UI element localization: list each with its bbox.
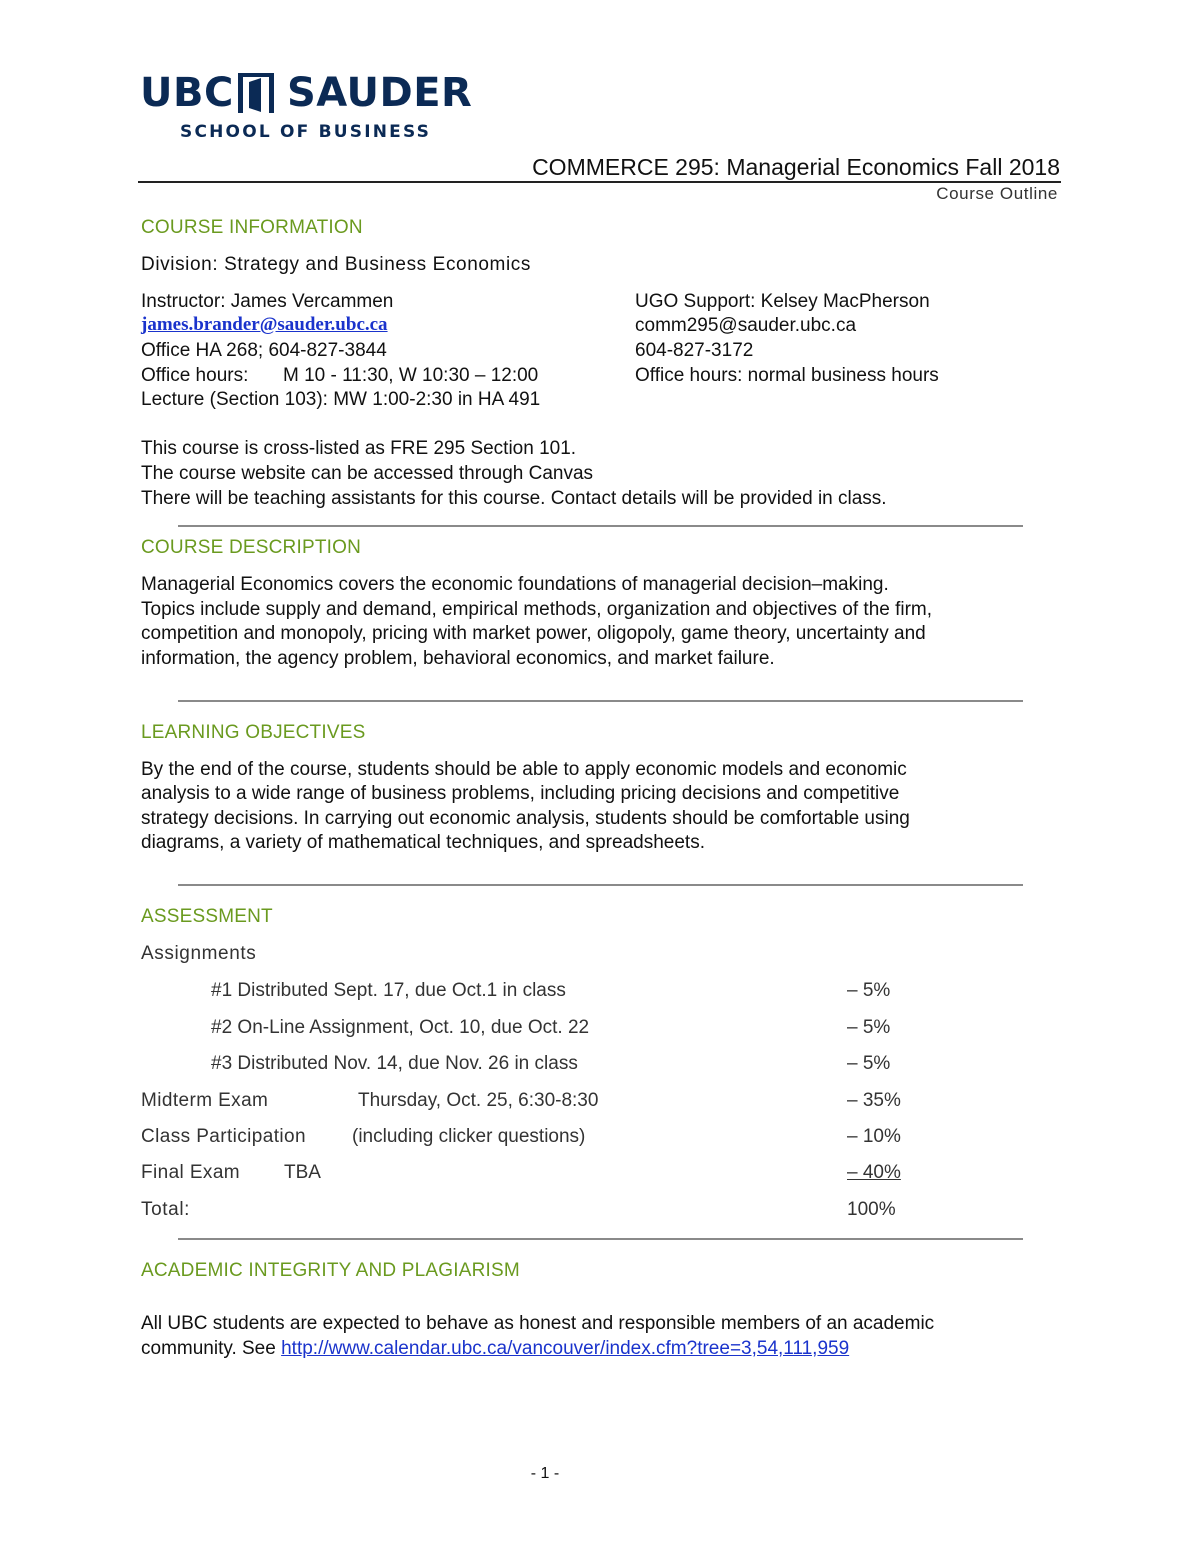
logo-word-sauder: SAUDER [287,70,473,116]
assessment-item-detail: TBA [284,1162,321,1183]
section-divider [178,525,1023,527]
section-heading-academic-integrity: ACADEMIC INTEGRITY AND PLAGIARISM [141,1260,520,1281]
instructor-office: Office HA 268; 604-827-3844 [141,340,387,361]
assignment-weight: – 5% [847,1053,891,1074]
objectives-line: strategy decisions. In carrying out economic analysis, students should be comfortable using [141,808,910,829]
assessment-item-weight: – 10% [847,1126,901,1147]
page-title: COMMERCE 295: Managerial Economics Fall 2018 [532,154,1060,180]
assignment-label: #1 Distributed Sept. 17, due Oct.1 in class [211,980,566,1001]
objectives-line: analysis to a wide range of business problems, including pricing decisions and competitive [141,783,900,804]
assessment-item-detail: Thursday, Oct. 25, 6:30-8:30 [358,1090,599,1111]
assignment-label: #3 Distributed Nov. 14, due Nov. 26 in class [211,1053,578,1074]
header-rule [138,181,1061,183]
integrity-text-line2 [141,1337,849,1361]
logo-word-ubc: UBC [140,70,234,116]
integrity-text: All UBC students are expected to behave as honest and responsible members of an academic [141,1313,935,1334]
section-divider [178,884,1023,886]
assignment-weight: – 5% [847,1017,891,1038]
instructor-hours-label: Office hours: [141,365,249,386]
section-heading-assessment: ASSESSMENT [141,906,273,927]
instructor-email-link[interactable]: james.brander@sauder.ubc.ca [141,314,388,335]
assessment-item-weight: – 35% [847,1090,901,1111]
page-subtitle: Course Outline [936,184,1058,203]
support-email: comm295@sauder.ubc.ca [635,315,857,336]
note-cross-listed: This course is cross-listed as FRE 295 Section 101. [141,438,577,459]
assignment-label: #2 On-Line Assignment, Oct. 10, due Oct. 22 [211,1017,590,1038]
section-divider [178,1238,1023,1240]
section-divider [178,700,1023,702]
lecture-info: Lecture (Section 103): MW 1:00-2:30 in HA 491 [141,389,541,410]
logo-subtitle: SCHOOL OF BUSINESS [180,122,432,142]
description-line: information, the agency problem, behavioral economics, and market failure. [141,648,775,669]
logo-mark-icon [235,70,277,116]
total-value: 100% [847,1199,896,1220]
note-teaching-assistants: There will be teaching assistants for this course. Contact details will be provided in class. [141,488,887,509]
assignments-label: Assignments [141,943,257,964]
page-number: - 1 - [530,1465,560,1482]
section-heading-course-information: COURSE INFORMATION [141,217,363,238]
section-heading-learning-objectives: LEARNING OBJECTIVES [141,722,366,743]
assessment-item-label: Class Participation [141,1126,306,1147]
objectives-line: By the end of the course, students should be able to apply economic models and economic [141,759,907,780]
description-line: competition and monopoly, pricing with market power, oligopoly, game theory, uncertainty and [141,623,926,644]
assessment-item-label: Midterm Exam [141,1090,269,1111]
support-phone: 604-827-3172 [635,340,754,361]
description-line: Topics include supply and demand, empirical methods, organization and objectives of the firm, [141,599,933,620]
note-website: The course website can be accessed through Canvas [141,463,594,484]
total-label: Total: [141,1199,191,1220]
assessment-item-weight: – 40% [847,1162,901,1183]
instructor-name: Instructor: James Vercammen [141,291,394,312]
objectives-line: diagrams, a variety of mathematical techniques, and spreadsheets. [141,832,705,853]
assessment-item-label: Final Exam [141,1162,241,1183]
assessment-item-detail: (including clicker questions) [352,1126,586,1147]
instructor-hours-value: M 10 - 11:30, W 10:30 – 12:00 [283,365,539,386]
calendar-policy-link[interactable]: http://www.calendar.ubc.ca/vancouver/index.cfm?tree=3,54,111,959 [281,1338,850,1359]
description-line: Managerial Economics covers the economic foundations of managerial decision–making. [141,574,889,595]
integrity-prefix: community. See [141,1338,282,1359]
assignment-weight: – 5% [847,980,891,1001]
division-text: Division: Strategy and Business Economics [141,254,531,275]
support-hours: Office hours: normal business hours [635,365,939,386]
section-heading-course-description: COURSE DESCRIPTION [141,537,362,558]
ubc-sauder-logo [140,66,473,146]
support-name: UGO Support: Kelsey MacPherson [635,291,930,312]
